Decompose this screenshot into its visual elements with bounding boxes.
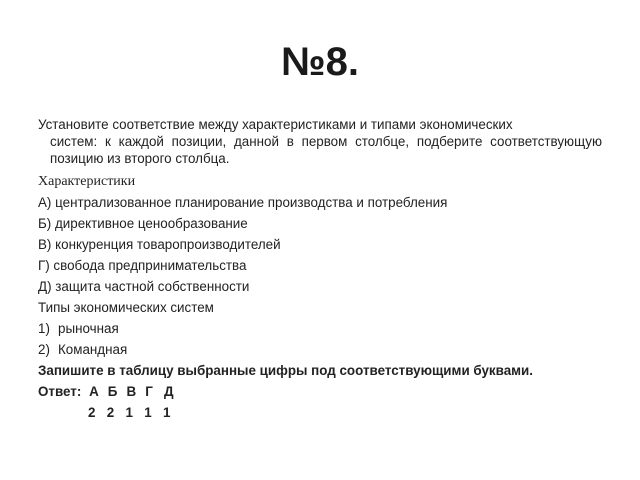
characteristic-item-g: Г) свобода предпринимательства [38,258,247,273]
answer-digit: 2 [88,405,96,420]
answer-digit: 1 [144,405,152,420]
answer-letter: Г [145,384,153,399]
answer-digit: 1 [162,405,171,420]
answer-digit: 2 [106,405,115,420]
instruction-text: Запишите в таблицу выбранные цифры под соответствующими буквами. [38,363,533,378]
characteristic-item-d: Д) защита частной собственности [38,279,250,294]
task-body [38,116,602,423]
characteristics-heading: Характеристики [38,174,136,189]
answer-letters-row [38,381,602,402]
intro-line-first: Установите соответствие между характеристиками и типами экономических [38,117,513,132]
types-heading: Типы экономических систем [38,300,214,315]
answer-letter: Б [107,384,118,399]
task-number-title: №8. [281,40,359,84]
characteristic-item-a: А) централизованное планирование производства и потребления [38,195,448,210]
intro-line-rest: систем: к каждой позиции, данной в первом столбце, подберите соответствующую позицию из второго столбца. [50,134,602,166]
type-item-label: Командная [58,342,128,357]
type-item-number: 2) [38,342,50,357]
task-intro [38,116,602,167]
type-item-number: 1) [38,321,50,336]
answer-letter: А [89,384,99,399]
answer-digit: 1 [125,405,133,420]
answer-letter: Д [164,384,174,399]
answer-letter: В [126,384,137,399]
type-item-market [38,318,602,339]
answer-digits-row [38,402,602,423]
type-item-label: рыночная [58,321,119,336]
type-item-command [38,339,602,360]
characteristic-item-b: Б) директивное ценообразование [38,216,248,231]
characteristic-item-v: В) конкуренция товаропроизводителей [38,237,281,252]
answer-label: Ответ: [38,384,82,399]
